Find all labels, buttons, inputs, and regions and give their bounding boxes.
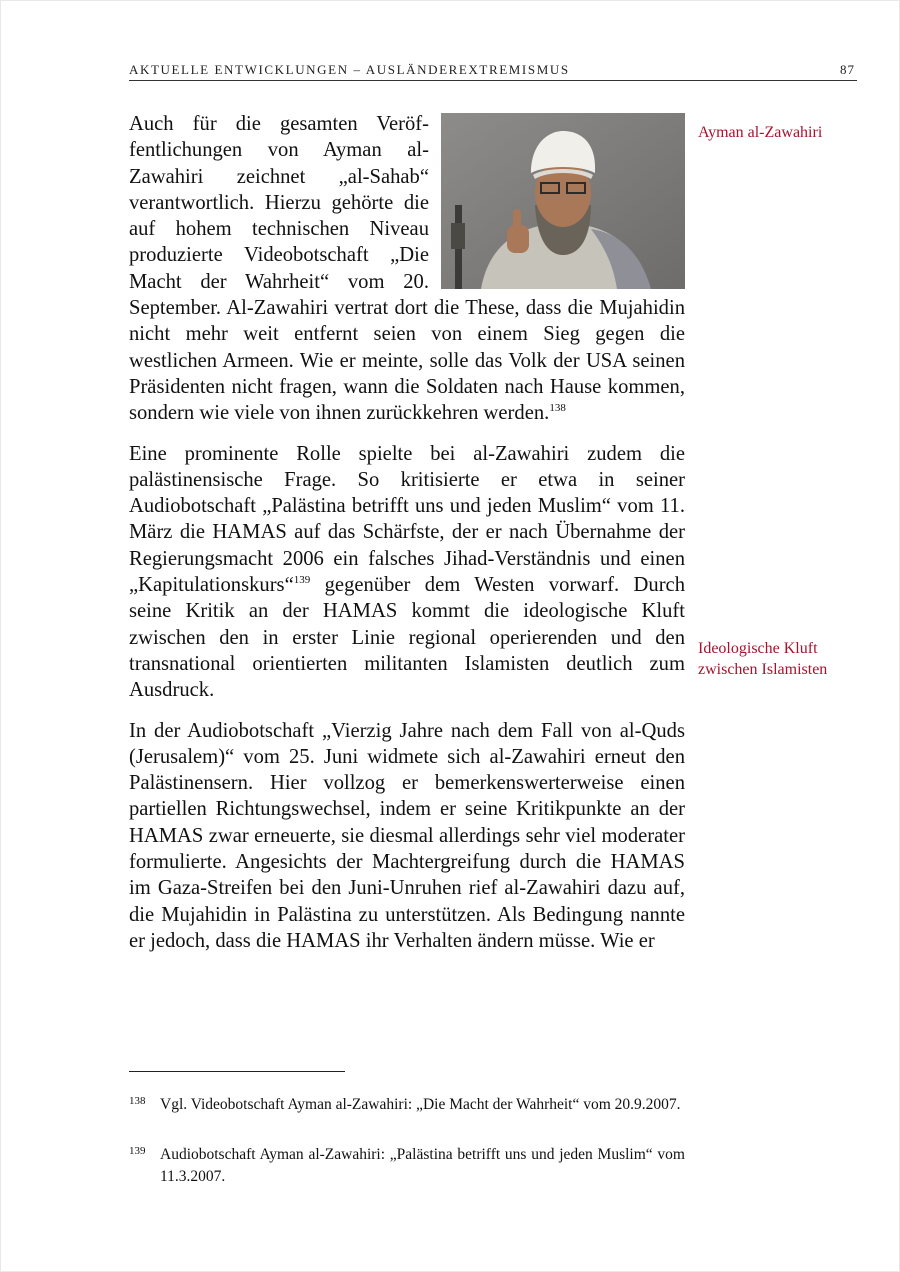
paragraph-1-text: Auch für die gesamten Veröffentlichungen von Ayman al-Zawahiri zeichnet „al-Sahab“ verantwortlich. Hierzu gehörte die auf hohem technischen Niveau produzierte Videobotschaft „Die Macht der Wahrheit“ vom 20. September. Al-Zawahiri vertrat dort die These, dass die Mujahidin nicht mehr weit entfernt seien von einem Sieg gegen die westlichen Armeen. Wie er meinte, solle das Volk der USA seinen Präsidenten nicht fragen, wann die Soldaten nach Hause kommen, sondern wie viele von ihnen zurückkehren werden. [129,113,685,425]
footnote-138 [129,1094,685,1116]
footnote-separator [129,1071,345,1072]
margin-note-zawahiri: Ayman al-Zawahiri [698,124,823,141]
footnote-text: Vgl. Videobotschaft Ayman al-Zawahiri: „Die Macht der Wahrheit“ vom 20.9.2007. [160,1096,681,1113]
paragraph-2-text-a: Eine prominente Rolle spielte bei al-Zawahiri zudem die palästinensische Frage. So kritisierte er etwa in seiner Audiobotschaft „Palästina betrifft uns und jeden Muslim“ vom 11. März die HAMAS auf das Schärfste, der er nach Übernahme der Regierungsmacht 2006 ein falsches Jihad-Verständnis und einen „Kapitulationskurs“ [129,442,685,597]
footnote-139 [129,1144,685,1188]
portrait-photo-icon [441,113,685,289]
paragraph-2-text-b: gegenüber dem Westen vorwarf. Durch seine Kritik an der HAMAS kommt die ideologische Kluft zwischen den in erster Linie regional operierenden und den transnational orientierten militanten Islamisten deutlich zum Ausdruck. [129,574,685,702]
footnote-text: Audiobotschaft Ayman al-Zawahiri: „Palästina betrifft uns und jeden Muslim“ vom 11.3.2007. [160,1146,685,1185]
page-number: 87 [840,62,855,77]
portrait-photo-icon-graphic [441,113,685,289]
footnote-number: 138 [129,1095,146,1107]
header-title: AKTUELLE ENTWICKLUNGEN – AUSLÄNDEREXTREMISMUS [129,62,570,77]
footnote-ref-138[interactable]: 138 [549,402,566,415]
main-text [129,111,685,968]
paragraph-2 [129,441,685,704]
running-header [129,62,857,81]
paragraph-1 [129,111,685,427]
margin-note-kluft: Ideologische Kluft zwischen Islamisten [698,640,828,678]
paragraph-3: In der Audiobotschaft „Vierzig Jahre nach dem Fall von al-Quds (Jerusalem)“ vom 25. Juni widmete sich al-Zawahiri erneut den Palästinensern. Hier vollzog er bemerkenswerterweise einen partiellen Richtungswechsel, indem er seine Kritikpunkte an der HAMAS zwar erneuerte, sie diesmal allerdings sehr viel moderater formulierte. Angesichts der Machtergreifung durch die HAMAS im Gaza-Streifen bei den Juni-Unruhen rief al-Zawahiri dazu auf, die Mujahidin in Palästina zu unterstützen. Als Bedingung nannte er jedoch, dass die HAMAS ihr Verhalten ändern müsse. Wie er [129,719,685,952]
footnote-ref-139[interactable]: 139 [293,574,311,587]
footnote-number: 139 [129,1145,146,1157]
